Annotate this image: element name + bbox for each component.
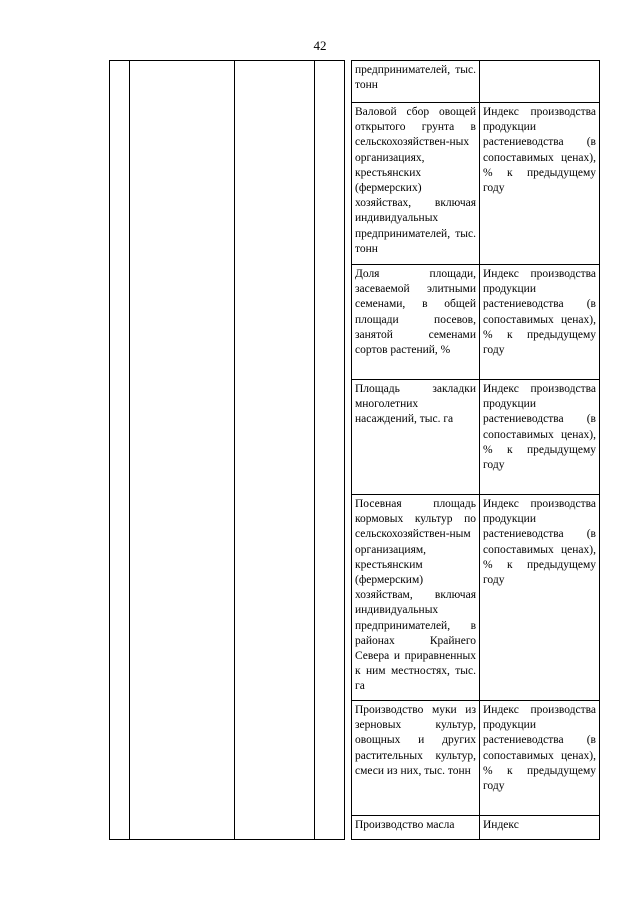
col-program-cell xyxy=(235,61,315,840)
indicator-text: Валовой сбор овощей открытого грунта в сельскохозяйствен-ных организациях, крестьянских (фермерских) хозяйствах, включая индивидуальных предпринимателей, тыс. тонн xyxy=(355,106,476,255)
indicator-cell xyxy=(352,495,480,701)
index-text: Индекс производства продукции растениеводства (в сопоставимых ценах), % к предыдущему году xyxy=(483,498,596,587)
indicator-text: Производство масла xyxy=(355,819,455,831)
indicator-cell xyxy=(352,701,480,816)
col-gap xyxy=(345,61,352,840)
indicator-text: Доля площади, засеваемой элитными семенами, в общей площади посевов, занятой семенами сортов растений, % xyxy=(355,268,476,357)
indicator-text: предпринимателей, тыс. тонн xyxy=(355,64,476,92)
index-text: Индекс производства продукции растениеводства (в сопоставимых ценах), % к предыдущему году xyxy=(483,383,596,472)
indicator-cell xyxy=(352,380,480,495)
index-cell xyxy=(480,265,600,380)
indicator-text: Производство муки из зерновых культур, овощных и других растительных культур, смеси из них, тыс. тонн xyxy=(355,704,476,777)
indicator-cell xyxy=(352,61,480,103)
indicator-cell xyxy=(352,103,480,265)
indicator-text: Посевная площадь кормовых культур по сельскохозяйствен-ным организациям, крестьянским (фермерским) хозяйствам, включая индивидуальных предпринимателей, в районах Крайнего Севера и приравненных к ним местностях, тыс. га xyxy=(355,498,476,693)
index-cell xyxy=(480,816,600,840)
index-text: Индекс xyxy=(483,819,519,831)
table-row xyxy=(110,61,600,103)
indicator-cell xyxy=(352,265,480,380)
index-text: Индекс производства продукции растениеводства (в сопоставимых ценах), % к предыдущему году xyxy=(483,268,596,357)
index-cell xyxy=(480,103,600,265)
page-number: 42 xyxy=(313,38,327,53)
col-number-cell xyxy=(110,61,130,840)
indicator-cell xyxy=(352,816,480,840)
col-name-cell xyxy=(130,61,235,840)
index-cell xyxy=(480,701,600,816)
index-text: Индекс производства продукции растениеводства (в сопоставимых ценах), % к предыдущему году xyxy=(483,106,596,195)
index-cell xyxy=(480,495,600,701)
indicator-text: Площадь закладки многолетних насаждений, тыс. га xyxy=(355,383,476,426)
indicators-table xyxy=(109,60,600,840)
col-value-cell xyxy=(315,61,345,840)
index-text: Индекс производства продукции растениеводства (в сопоставимых ценах), % к предыдущему году xyxy=(483,704,596,793)
index-cell xyxy=(480,380,600,495)
index-cell xyxy=(480,61,600,103)
